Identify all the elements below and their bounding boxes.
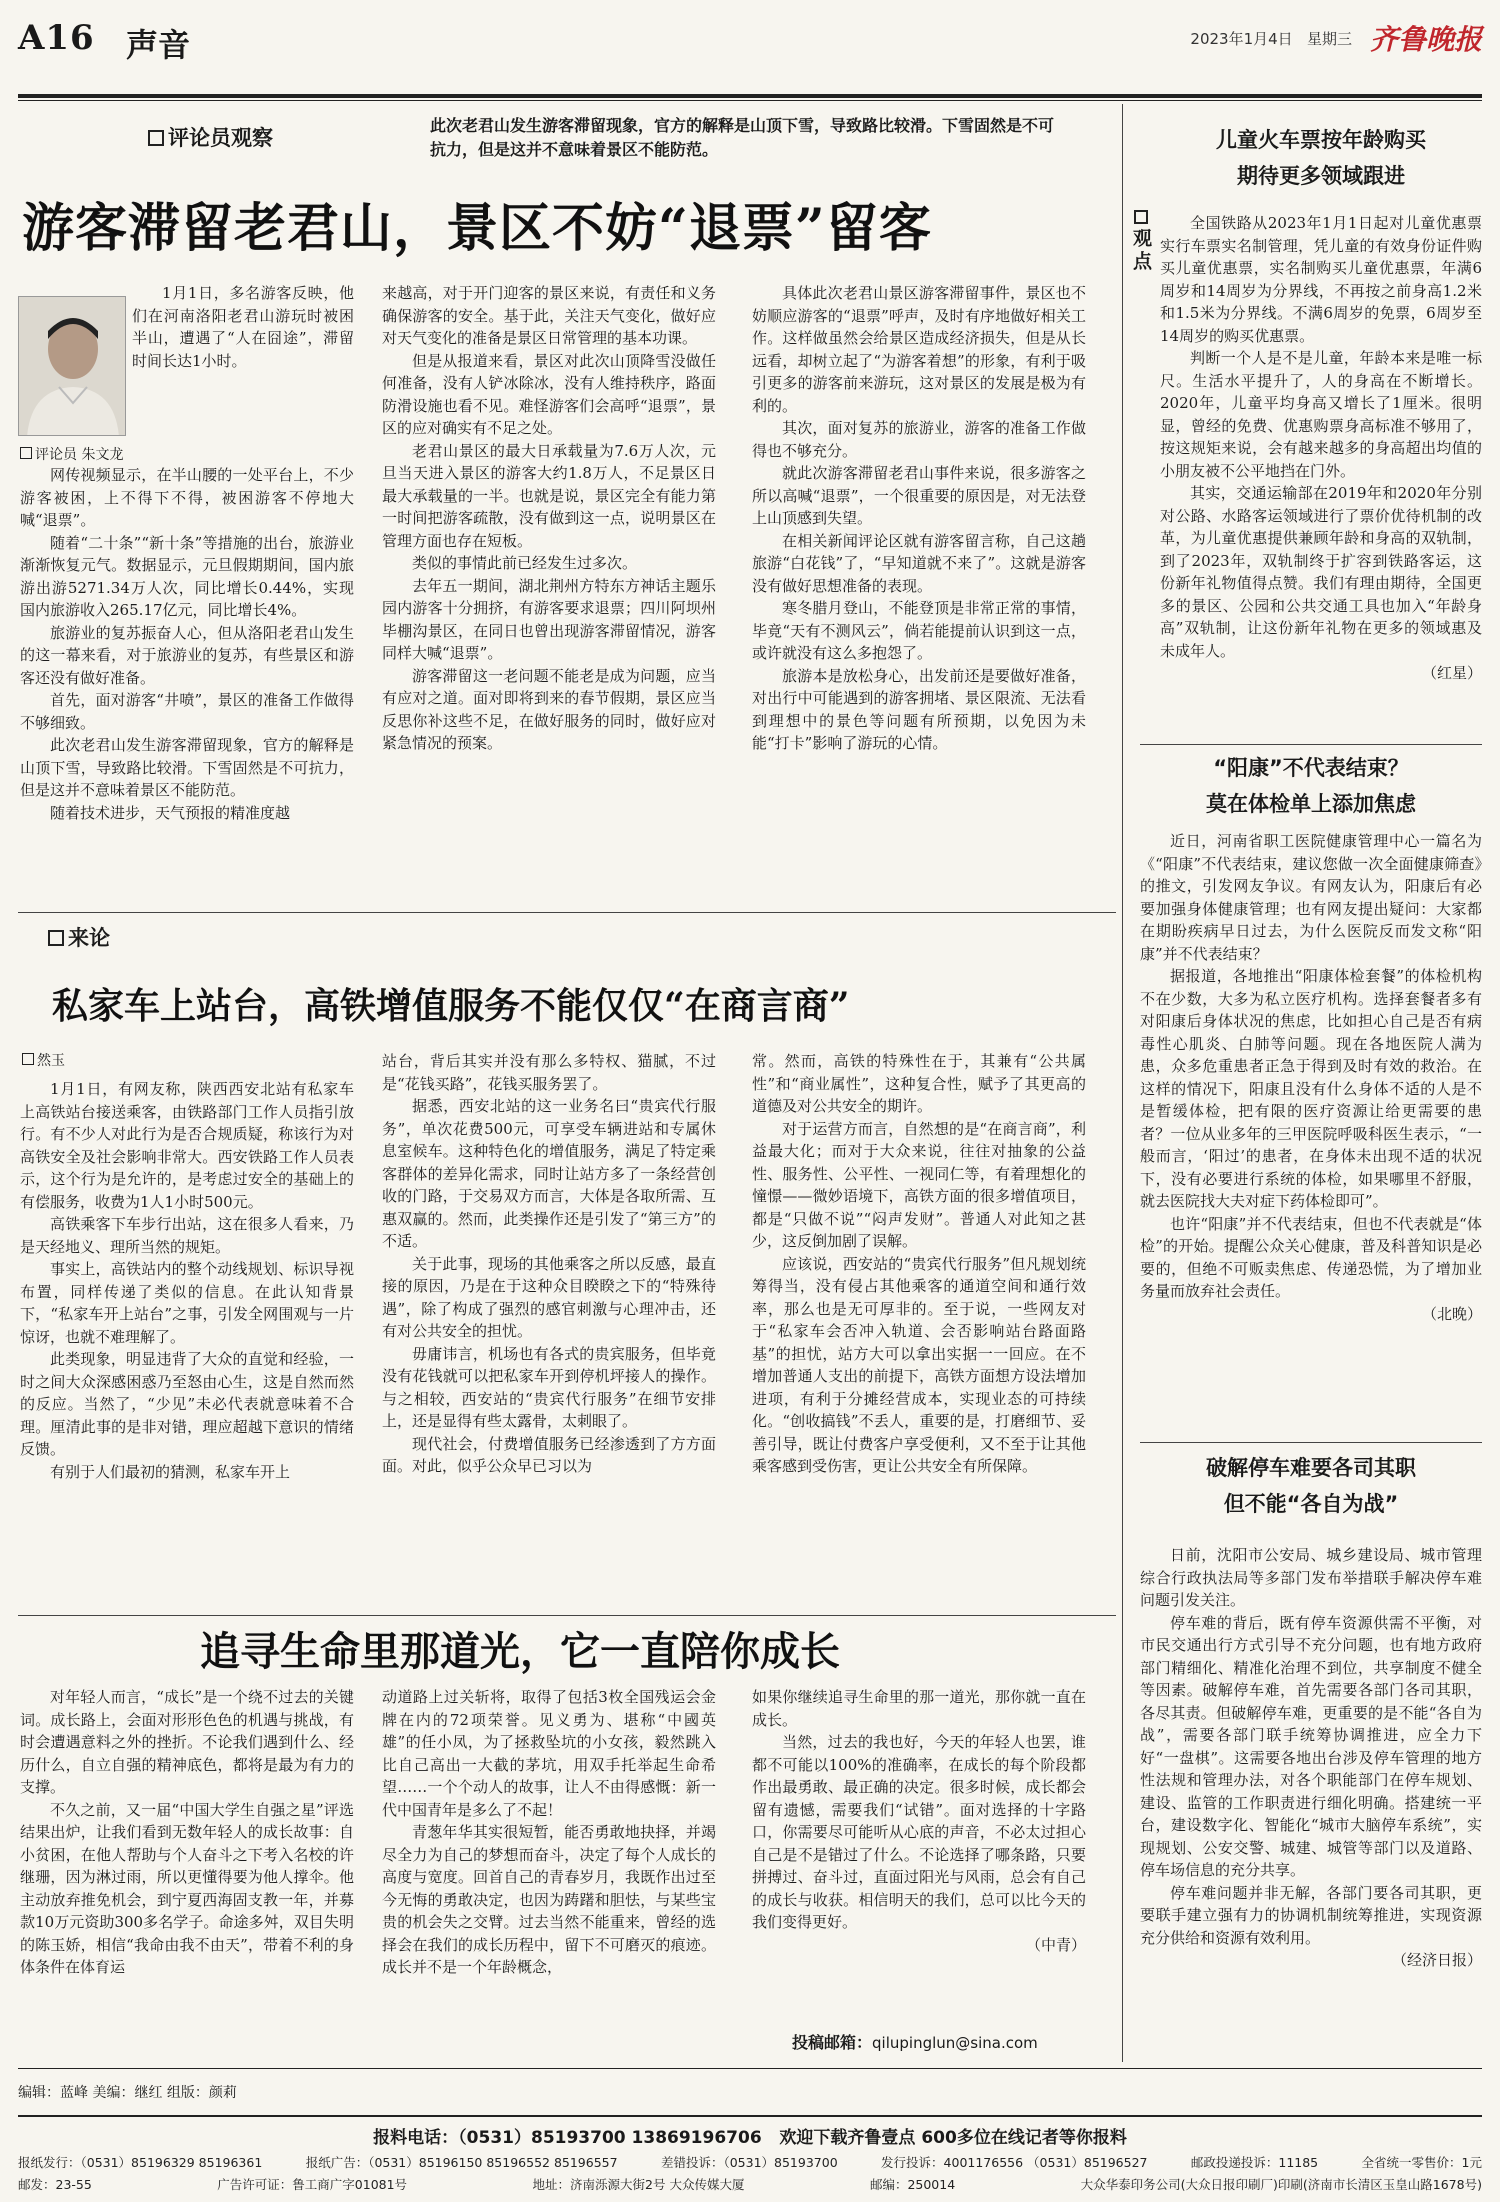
sidebar-tag: 观点 <box>1128 210 1155 274</box>
sidebar-article2-title: “阳康”不代表结束？ 莫在体检单上添加焦虑 <box>1206 756 1416 816</box>
second-col3: 常。然而，高铁的特殊性在于，其兼有“公共属性”和“商业属性”，这种复合性，赋予了其更高的道德及对公共安全的期许。 对于运营方而言，自然想的是“在商言商”，利益最大化；而对于大众来说，往往对抽象的公益性、服务性、公平性、一视同仁等，有着理想化的憧憬——微妙语境下，高铁方面的很多增值项目，都是“只做不说”“闷声发财”。普通人对此知之甚少，这反倒加剧了误解。 应该说，西安站的“贵宾代行服务”但凡规划统筹得当，没有侵占其他乘客的通道空间和通行效率，那么也是无可厚非的。至于说，一些网友对于“私家车会否冲入轨道、会否影响站台路面路基”的担忧，站方大可以拿出实据一一回应。在不增加普通人支出的前提下，高铁方面想方设法增加进项，有利于分摊经营成本，实现业态的可持续化。“创收搞钱”不丢人，重要的是，打磨细节、妥善引导，既让付费客户享受便利，又不至于让其他乘客感到受伤害，更让公共安全有所保障。 <box>752 1052 1086 1475</box>
main-tag: 评论员观察 <box>148 122 273 152</box>
bottom-rule <box>18 2068 1482 2069</box>
sidebar-article3-title: 破解停车难要各司其职 但不能“各自为战” <box>1206 1456 1416 1516</box>
main-col1-top: 1月1日，多名游客反映，他们在河南洛阳老君山游玩时被困半山，遭遇了“人在囧途”，滞留时间长达1小时。 <box>132 284 354 370</box>
third-col3: 如果你继续追寻生命里的那一道光，那你就一直在成长。 当然，过去的我也好，今天的年轻人也罢，谁都不可能以100%的准确率，在成长的每个阶段都作出最勇敢、最正确的决定。很多时候，成长都会留有遗憾，需要我们“试错”。面对选择的十字路口，你需要尽可能听从心底的声音，不必太过担心自己是不是错过了什么。不论选择了哪条路，只要拼搏过、奋斗过，直面过阳光与风雨，总会有自己的成长与收获。相信明天的我们，总可以比今天的我们变得更好。 （中青） <box>752 1686 1086 2006</box>
masthead-rule-thin <box>18 100 1482 101</box>
submission-email: 投稿邮箱：qilupinglun@sina.com <box>792 2033 1038 2052</box>
square-icon <box>1134 210 1148 224</box>
paper-logo: 齐鲁晚报 <box>1369 23 1482 56</box>
sidebar-article3-body: 日前，沈阳市公安局、城乡建设局、城市管理综合行政执法局等多部门发布举措联手解决停车难问题引发关注。 停车难的背后，既有停车资源供需不平衡，对市民交通出行方式引导不充分问题，也有地方政府部门精细化、精准化治理不到位，共享制度不健全等因素。破解停车难，首先需要各部门各司其职，各尽其责。但破解停车难，更重要的是不能“各自为战”，需要各部门联手统筹协调推进，应全力下好“一盘棋”。这需要各地出台涉及停车管理的地方性法规和管理办法，对各个职能部门在停车规划、建设、监管的工作职责进行细化明确。搭建统一平台，建设数字化、智能化“城市大脑停车系统”，实现规划、公安交警、城建、城管等部门以及道路、停车场信息的充分共享。 停车难问题并非无解，各部门要各司其职，更要联手建立强有力的协调机制统筹推进，实现资源充分供给和资源有效利用。 （经济日报） <box>1140 1546 1482 1969</box>
email-link[interactable]: qilupinglun@sina.com <box>872 2034 1038 2052</box>
section-divider-1 <box>18 912 1116 913</box>
third-headline: 追寻生命里那道光，它一直陪你成长 <box>200 1628 840 1675</box>
sidebar-article2-body: 近日，河南省职工医院健康管理中心一篇名为《“阳康”不代表结束，建议您做一次全面健康筛查》的推文，引发网友争议。有网友认为，阳康后有必要加强身体健康管理；也有网友提出疑问：大家都在期盼疾病早日过去，为什么医院反而发文称“阳康”并不代表结束？ 据报道，各地推出“阳康体检套餐”的体检机构不在少数，大多为私立医疗机构。选择套餐者多有对阳康后身体状况的焦虑，比如担心自己是否有病毒性心肌炎、白肺等问题。现在各地医院人满为患，众多危重患者正急于得到及时有效的救治。在这样的情况下，阳康且没有什么身体不适的人是不是暂缓体检，把有限的医疗资源让给更需要的患者？一位从业多年的三甲医院呼吸科医生表示，“一般而言，‘阳过’的患者，在身体未出现不适的状况下，没有必要进行系统的体检，如果哪里不舒服，就去医院找大夫对症下药体检即可”。 也许“阳康”并不代表结束，但也不代表就是“体检”的开始。提醒公众关心健康，普及科普知识是必要的，但绝不可贩卖焦虑、传递恐慌，为了增加业务量而放弃社会责任。 （北晚） <box>1140 832 1482 1323</box>
second-col2: 站台，背后其实并没有那么多特权、猫腻，不过是“花钱买路”，花钱买服务罢了。 据悉，西安北站的这一业务名曰“贵宾代行服务”，单次花费500元，可享受车辆进站和专属休息室候车。这种特色化的增值服务，满足了特定乘客群体的差异化需求，同时让站方多了一条经营创收的门路，于交易双方而言，大体是各取所需、互惠双赢的。然而，此类操作还是引发了“第三方”的不适。 关于此事，现场的其他乘客之所以反感，最直接的原因，乃是在于这种众目睽睽之下的“特殊待遇”，除了构成了强烈的感官刺激与心理冲击，还有对公共安全的担忧。 毋庸讳言，机场也有各式的贵宾服务，但毕竟没有花钱就可以把私家车开到停机坪接人的操作。与之相较，西安站的“贵宾代行服务”在细节安排上，还是显得有些太露骨，太刺眼了。 现代社会，付费增值服务已经渗透到了方方面面。对此，似乎公众早已习以为 <box>382 1052 716 1475</box>
masthead-rule <box>18 94 1482 98</box>
author-photo <box>18 296 126 436</box>
second-headline: 私家车上站台，高铁增值服务不能仅仅“在商言商” <box>52 985 850 1027</box>
sidebar-divider <box>1122 104 1123 2062</box>
masthead <box>18 18 1482 78</box>
sidebar-divider-2 <box>1140 1442 1482 1443</box>
main-col3: 具体此次老君山景区游客滞留事件，景区也不妨顺应游客的“退票”呼声，及时有序地做好相关工作。这样做虽然会给景区造成经济损失，但是从长远看，却树立起了“为游客着想”的形象，有利于吸引更多的游客前来游玩，这对景区的发展是极为有利的。 其次，面对复苏的旅游业，游客的准备工作做得也不够充分。 就此次游客滞留老君山事件来说，很多游客之所以高喊“退票”，一个很重要的原因是，对无法登上山顶感到失望。 在相关新闻评论区就有游客留言称，自己这趟旅游“白花钱”了，“早知道就不来了”。这就是游客没有做好思想准备的表现。 寒冬腊月登山，不能登顶是非常正常的事情，毕竟“天有不测风云”，倘若能提前认识到这一点，或许就没有这么多抱怨了。 旅游本是放松身心，出发前还是要做好准备，对出行中可能遇到的游客拥堵、景区限流、无法看到理想中的景色等问题有所预期，以免因为未能“打卡”影响了游玩的心情。 <box>752 284 1086 752</box>
main-col2: 来越高，对于开门迎客的景区来说，有责任和义务确保游客的安全。基于此，关注天气变化，做好应对天气变化的准备是景区日常管理的基本功课。 但是从报道来看，景区对此次山顶降雪没做任何准备，没有人铲冰除冰，没有人维持秩序，路面防滑设施也看不见。难怪游客们会高呼“退票”，景区的应对确实有不足之处。 老君山景区的最大日承载量为7.6万人次，元旦当天进入景区的游客大约1.8万人，不足景区日最大承载量的一半。也就是说，景区完全有能力第一时间把游客疏散，没有做到这一点，说明景区在管理方面也存在短板。 类似的事情此前已经发生过多次。 去年五一期间，湖北荆州方特东方神话主题乐园内游客十分拥挤，有游客要求退票；四川阿坝州毕棚沟景区，在同日也曾出现游客滞留情况，游客同样大喊“退票”。 游客滞留这一老问题不能老是成为问题，应当有应对之道。面对即将到来的春节假期，景区应当反思你补这些不足，在做好服务的同时，做好应对紧急情况的预案。 <box>382 284 716 752</box>
sidebar-divider-1 <box>1140 744 1482 745</box>
section-name: 声音 <box>126 26 191 64</box>
footer-info-row2: 邮发：23-55 广告许可证：鲁工商广字01081号 地址：济南泺源大街2号 大众传媒大厦 邮编：250014 大众华泰印务公司(大众日报印刷厂)印刷(济南市长清区玉皇山路1678号) <box>18 2177 1482 2192</box>
dateline <box>1190 28 1352 49</box>
weekday: 星期三 <box>1306 30 1352 48</box>
third-col1: 对年轻人而言，“成长”是一个绕不过去的关键词。成长路上，会面对形形色色的机遇与挑战，有时会遭遇意料之外的挫折。不论我们遇到什么、经历什么，自立自强的精神底色，都将是最为有力的支撑。 不久之前，又一届“中国大学生自强之星”评选结果出炉，让我们看到无数年轻人的成长故事：自小贫困，在他人帮助与个人奋斗之下考入名校的许继珊，因为淋过雨，所以更懂得要为他人撑伞。他主动放弃推免机会，到宁夏西海固支教一年，并募款10万元资助300多名学子。命途多舛，双目失明的陈玉娇，相信“我命由我不由天”，带着不利的身体条件在体育运 <box>20 1688 354 1976</box>
third-col2: 动道路上过关斩将，取得了包括3枚全国残运会金牌在内的72项荣誉。见义勇为、堪称“中國英雄”的任小凤，为了拯救坠坑的小女孩，毅然跳入比自己高出一大截的茅坑，用双手托举起生命希望……一个个动人的故事，让人不由得感慨：新一代中国青年是多么了不起！ 青葱年华其实很短暂，能否勇敢地抉择，并竭尽全力为自己的梦想而奋斗，决定了每个人成长的高度与宽度。回首自己的青春岁月，我既作出过至今无悔的勇敢决定，也因为踌躇和胆怯，与某些宝贵的机会失之交臂。过去当然不能重来，曾经的选择会在我们的成长历程中，留下不可磨灭的痕迹。成长并不是一个年龄概念， <box>382 1688 716 1976</box>
main-headline: 游客滞留老君山，景区不妨“退票”留客 <box>22 198 932 259</box>
author-byline: 评论员 朱文龙 <box>20 444 123 464</box>
footer-info-row1: 报纸发行：（0531）85196329 85196361 报纸广告：（0531）85196150 85196552 85196557 差错投诉：（0531）85193700 发行投诉：4001176556 （0531）85196527 邮政投递投诉：11185 全省统一零售价：1元 <box>18 2155 1482 2170</box>
third-source: （中青） <box>1025 1935 1086 1954</box>
square-icon <box>22 1053 34 1065</box>
hotline: 报料电话：（0531）85193700 13869196706 欢迎下载齐鲁壹点 600多位在线记者等你报料 <box>373 2128 1127 2148</box>
square-icon <box>148 130 164 146</box>
date: 2023年1月4日 <box>1190 30 1293 48</box>
sidebar-article1-title: 儿童火车票按年龄购买 期待更多领域跟进 <box>1216 128 1426 188</box>
author-portrait-icon <box>19 297 126 436</box>
section-divider-2 <box>18 1615 1116 1616</box>
second-byline: 然玉 <box>22 1050 65 1070</box>
second-col1: 1月1日，有网友称，陕西西安北站有私家车上高铁站台接送乘客，由铁路部门工作人员指引放行。有不少人对此行为是否合规质疑，称该行为对高铁安全及社会影响非常大。西安铁路工作人员表示，这个行为是允许的，是考虑过安全的基础上的有偿服务，收费为1人1小时500元。 高铁乘客下车步行出站，这在很多人看来，乃是天经地义、理所当然的规矩。 事实上，高铁站内的整个动线规划、标识导视布置，同样传递了类似的信息。在此认知背景下，“私家车开上站台”之事，引发全网围观与一片惊讶，也就不难理解了。 此类现象，明显违背了大众的直觉和经验，一时之间大众深感困惑乃至怒由心生，这是自然而然的反应。当然了，“少见”未必代表就意味着不合理。厘清此事的是非对错，理应超越下意识的情绪反馈。 有别于人们最初的猜测，私家车开上 <box>20 1080 354 1481</box>
main-lead: 此次老君山发生游客滞留现象，官方的解释是山顶下雪，导致路比较滑。下雪固然是不可抗力，但是这并不意味着景区不能防范。 <box>430 116 1055 159</box>
square-icon <box>20 447 32 459</box>
square-icon <box>48 930 64 946</box>
sidebar-article1-body: 全国铁路从2023年1月1日起对儿童优惠票实行车票实名制管理，凭儿童的有效身份证件购买儿童优惠票，实名制购买儿童优惠票，年满6周岁和14周岁为分界线，不再按之前身高1.2米和1.5米为分界线。不满6周岁的免票，6周岁至14周岁的购买优惠票。 判断一个人是不是儿童，年龄本来是唯一标尺。生活水平提升了，人的身高在不断增长。2020年，儿童平均身高又增长了1厘米。很明显，曾经的免费、优惠购票身高标准不够用了，按这规矩来说，会有越来越多的身高超出均值的小朋友被不公平地挡在门外。 其实，交通运输部在2019年和2020年分别对公路、水路客运领域进行了票价优待机制的改革，为儿童优惠提供兼顾年龄和身高的双轨制，到了2023年，双轨制终于扩容到铁路客运，这份新年礼物值得点赞。我们有理由期待，全国更多的景区、公园和公共交通工具也加入“年龄身高”双轨制，让这份新年礼物在更多的领域惠及未成年人。 （红星） <box>1160 214 1482 682</box>
editors-line: 编辑：蓝峰 美编：继红 组版：颜莉 <box>18 2085 237 2101</box>
second-tag: 来论 <box>48 922 110 952</box>
footer <box>18 2115 1482 2197</box>
main-col1: 网传视频显示，在半山腰的一处平台上，不少游客被困，上不得下不得，被困游客不停地大喊“退票”。 随着“二十条”“新十条”等措施的出台，旅游业渐渐恢复元气。数据显示，元旦假期期间，国内旅游出游5271.34万人次，同比增长0.44%，实现国内旅游收入265.17亿元，同比增长4%。 旅游业的复苏振奋人心，但从洛阳老君山发生的这一幕来看，对于旅游业的复苏，有些景区和游客还没有做好准备。 首先，面对游客“井喷”，景区的准备工作做得不够细致。 此次老君山发生游客滞留现象，官方的解释是山顶下雪，导致路比较滑。下雪固然是不可抗力，但是这并不意味着景区不能防范。 随着技术进步，天气预报的精准度越 <box>20 466 354 822</box>
page-number: A16 <box>18 18 95 58</box>
